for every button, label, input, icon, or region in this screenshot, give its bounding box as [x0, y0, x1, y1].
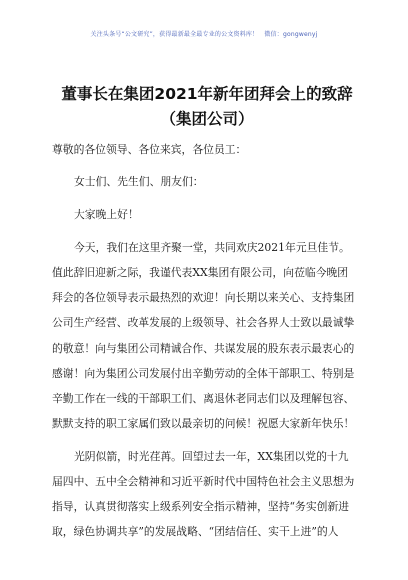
paragraph-line: 拜会的各位领导表示最热烈的欢迎！向长期以来关心、支持集团	[52, 291, 355, 304]
paragraph-line: 取，绿色协调共享”的发展战略、“团结信任、实干上进”的人	[52, 525, 339, 538]
paragraph-line: 公司生产经营、改革发展的上级领导、社会各界人士致以最诚挚	[52, 316, 355, 329]
greeting-line: 大家晚上好！	[74, 208, 139, 221]
paragraph-line: 届四中、五中全会精神和习近平新时代中国特色社会主义思想为	[52, 475, 355, 488]
paragraph-line: 默默支持的职工家属们致以最亲切的问候！祝愿大家新年快乐！	[52, 417, 355, 430]
paragraph-line: 辛勤工作在一线的干部职工们、离退休老同志们以及理解包容、	[52, 392, 355, 405]
paragraph-line: 的敬意！向与集团公司精诚合作、共谋发展的股东表示最衷心的	[52, 342, 355, 355]
header-note-text: 关注头条号“公文研究”，获得最新最全最专业的公文资料库！	[90, 31, 259, 38]
paragraph-line: 感谢！向为集团公司发展付出辛勤劳动的全体干部职工、特别是	[52, 367, 355, 380]
paragraph-line: 光阴似箭，时光荏苒。回望过去一年，XX集团以党的十九	[74, 450, 349, 463]
salutation-line: 女士们、先生们、朋友们：	[74, 175, 204, 188]
header-note-wechat: 微信：gongwenyj	[264, 31, 318, 38]
paragraph-line: 值此辞旧迎新之际，我谨代表XX集团有限公司，向莅临今晚团	[52, 266, 349, 279]
salutation-line: 尊敬的各位领导、各位来宾，各位员工：	[52, 143, 247, 156]
document-title: 董事长在集团2021年新年团拜会上的致辞（集团公司）	[61, 85, 353, 128]
paragraph-line: 今天，我们在这里齐聚一堂，共同欢庆2021年元旦佳节。	[74, 241, 350, 254]
header-note	[0, 29, 408, 38]
paragraph-line: 指导，认真贯彻落实上级系列安全指示精神，坚持“务实创新进	[52, 500, 350, 513]
